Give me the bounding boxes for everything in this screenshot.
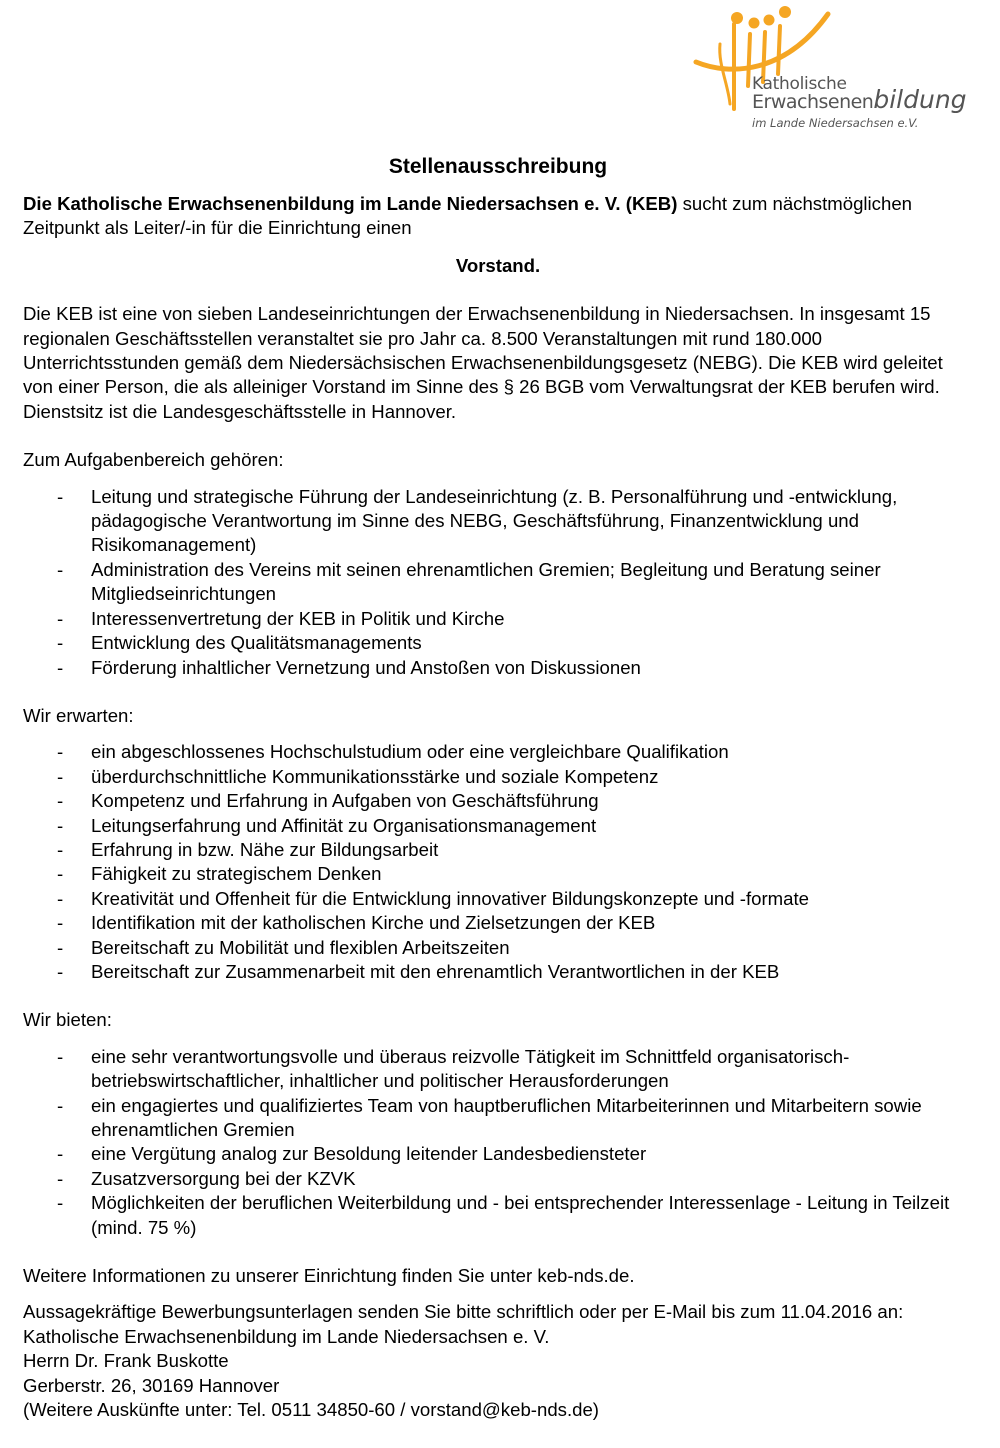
list-item [23, 631, 973, 655]
list-item [23, 887, 973, 911]
list-item-text: Zusatzversorgung bei der KZVK [91, 1167, 356, 1189]
list-item [23, 485, 973, 558]
logo-line-2a: Erwachsenen [752, 91, 874, 113]
contact-line-5: (Weitere Auskünfte unter: Tel. 0511 34850-60 / vorstand@keb-nds.de) [23, 1399, 599, 1421]
list-item [23, 960, 973, 984]
list-item-text: Identifikation mit der katholischen Kirche und Zielsetzungen der KEB [91, 912, 656, 934]
bullet-dash: - [57, 1045, 64, 1067]
info-line: Weitere Informationen zu unserer Einrichtung finden Sie unter keb-nds.de. [23, 1265, 635, 1287]
list-item [23, 1167, 973, 1191]
list-item-text: Möglichkeiten der beruflichen Weiterbildung und - bei entsprechender Interessenlage - Leitung in Teilzeit (mind. 75 %) [91, 1192, 950, 1238]
bullet-dash: - [57, 632, 64, 654]
list-item [23, 862, 973, 886]
keb-logo [690, 4, 967, 130]
list-item-text: Kompetenz und Erfahrung in Aufgaben von Geschäftsführung [91, 790, 599, 812]
job-posting-document [23, 150, 973, 1422]
expect-list [23, 740, 973, 984]
list-item-text: eine sehr verantwortungsvolle und überaus reizvolle Tätigkeit im Schnittfeld organisatorisch-betriebswirtschaftlicher, inhaltlicher und politischer Herausforderungen [91, 1045, 850, 1092]
bullet-dash: - [57, 558, 64, 580]
position-title: Vorstand. [455, 254, 541, 276]
bullet-dash: - [57, 838, 64, 860]
bullet-dash: - [57, 887, 64, 909]
page-title: Stellenausschreibung [388, 155, 608, 178]
list-item-text: Erfahrung in bzw. Nähe zur Bildungsarbeit [91, 838, 439, 860]
contact-line-3: Herrn Dr. Frank Buskotte [23, 1350, 229, 1372]
list-item [23, 1045, 973, 1094]
list-item [23, 1094, 973, 1143]
description-paragraph: Die KEB ist eine von sieben Landeseinrichtungen der Erwachsenenbildung in Niedersachsen. In insgesamt 15 regionalen Geschäftsstellen veranstaltet sie pro Jahr ca. 8.500 Veranstaltungen mit rund 180.000 Unterrichtsstunden gemäß dem Niedersächsischen Erwachsenenbildungsgesetz (NEBG). Die KEB wird geleitet von einer Person, die als alleiniger Vorstand im Sinne des § 26 BGB vom Verwaltungsrat der KEB berufen wird. Dienstsitz ist die Landesgeschäftsstelle in Hannover. [23, 303, 943, 422]
list-item [23, 765, 973, 789]
list-item-text: überdurchschnittliche Kommunikationsstärke und soziale Kompetenz [91, 765, 659, 787]
list-item-text: Administration des Vereins mit seinen ehrenamtlichen Gremien; Begleitung und Beratung seiner Mitgliedseinrichtungen [91, 558, 881, 605]
list-item [23, 789, 973, 813]
bullet-dash: - [57, 960, 64, 982]
bullet-dash: - [57, 1143, 64, 1165]
bullet-dash: - [57, 741, 64, 763]
logo-line-1: Katholische [752, 74, 847, 94]
bullet-dash: - [57, 790, 64, 812]
bullet-dash: - [57, 863, 64, 885]
bullet-dash: - [57, 1167, 64, 1189]
intro-rest: sucht zum nächstmöglichen Zeitpunkt als Leiter/-in für die Einrichtung einen [23, 193, 913, 239]
bullet-dash: - [57, 1192, 64, 1214]
list-item [23, 740, 973, 764]
list-item-text: ein engagiertes und qualifiziertes Team von hauptberuflichen Mitarbeiterinnen und Mitarbeitern sowie ehrenamtlichen Gremien [91, 1094, 922, 1140]
tasks-list [23, 485, 973, 680]
list-item-text: Leitungserfahrung und Affinität zu Organisationsmanagement [91, 814, 597, 836]
list-item [23, 814, 973, 838]
list-item-text: Fähigkeit zu strategischem Denken [91, 863, 382, 885]
contact-line-1: Aussagekräftige Bewerbungsunterlagen senden Sie bitte schriftlich oder per E-Mail bis zum 11.04.2016 an: [23, 1301, 904, 1323]
list-item-text: Kreativität und Offenheit für die Entwicklung innovativer Bildungskonzepte und -formate [91, 887, 809, 909]
list-item-text: Bereitschaft zur Zusammenarbeit mit den ehrenamtlich Verantwortlichen in der KEB [91, 960, 780, 982]
list-item [23, 558, 973, 607]
list-item-text: Bereitschaft zu Mobilität und flexiblen Arbeitszeiten [91, 936, 510, 958]
contact-block [23, 1300, 973, 1422]
bullet-dash: - [57, 1094, 64, 1116]
contact-line-4: Gerberstr. 26, 30169 Hannover [23, 1374, 280, 1396]
list-item [23, 656, 973, 680]
contact-line-2: Katholische Erwachsenenbildung im Lande Niedersachsen e. V. [23, 1325, 550, 1347]
list-item-text: ein abgeschlossenes Hochschulstudium oder eine vergleichbare Qualifikation [91, 741, 729, 763]
intro-org-name: Die Katholische Erwachsenenbildung im Lande Niedersachsen e. V. (KEB) [23, 193, 678, 214]
list-item [23, 936, 973, 960]
list-item-text: Interessenvertretung der KEB in Politik und Kirche [91, 607, 505, 629]
list-item-text: Förderung inhaltlicher Vernetzung und Anstoßen von Diskussionen [91, 656, 641, 678]
bullet-dash: - [57, 765, 64, 787]
offer-list [23, 1045, 973, 1240]
bullet-dash: - [57, 912, 64, 934]
logo-line-2b: bildung [873, 85, 967, 114]
tasks-heading: Zum Aufgabenbereich gehören: [23, 449, 284, 471]
bullet-dash: - [57, 656, 64, 678]
list-item [23, 838, 973, 862]
expect-heading: Wir erwarten: [23, 704, 134, 726]
intro-paragraph [23, 192, 973, 241]
list-item [23, 1191, 973, 1240]
offer-heading: Wir bieten: [23, 1009, 112, 1031]
list-item-text: Entwicklung des Qualitätsmanagements [91, 632, 422, 654]
bullet-dash: - [57, 936, 64, 958]
logo-line-3: im Lande Niedersachsen e.V. [752, 116, 919, 130]
list-item [23, 607, 973, 631]
list-item-text: eine Vergütung analog zur Besoldung leitender Landesbediensteter [91, 1143, 647, 1165]
bullet-dash: - [57, 607, 64, 629]
list-item [23, 1142, 973, 1166]
bullet-dash: - [57, 814, 64, 836]
list-item-text: Leitung und strategische Führung der Landeseinrichtung (z. B. Personalführung und -entwicklung, pädagogische Verantwortung im Sinne des NEBG, Geschäftsführung, Finanzentwicklung und Risikomanagement) [91, 485, 898, 556]
bullet-dash: - [57, 485, 64, 507]
list-item [23, 911, 973, 935]
